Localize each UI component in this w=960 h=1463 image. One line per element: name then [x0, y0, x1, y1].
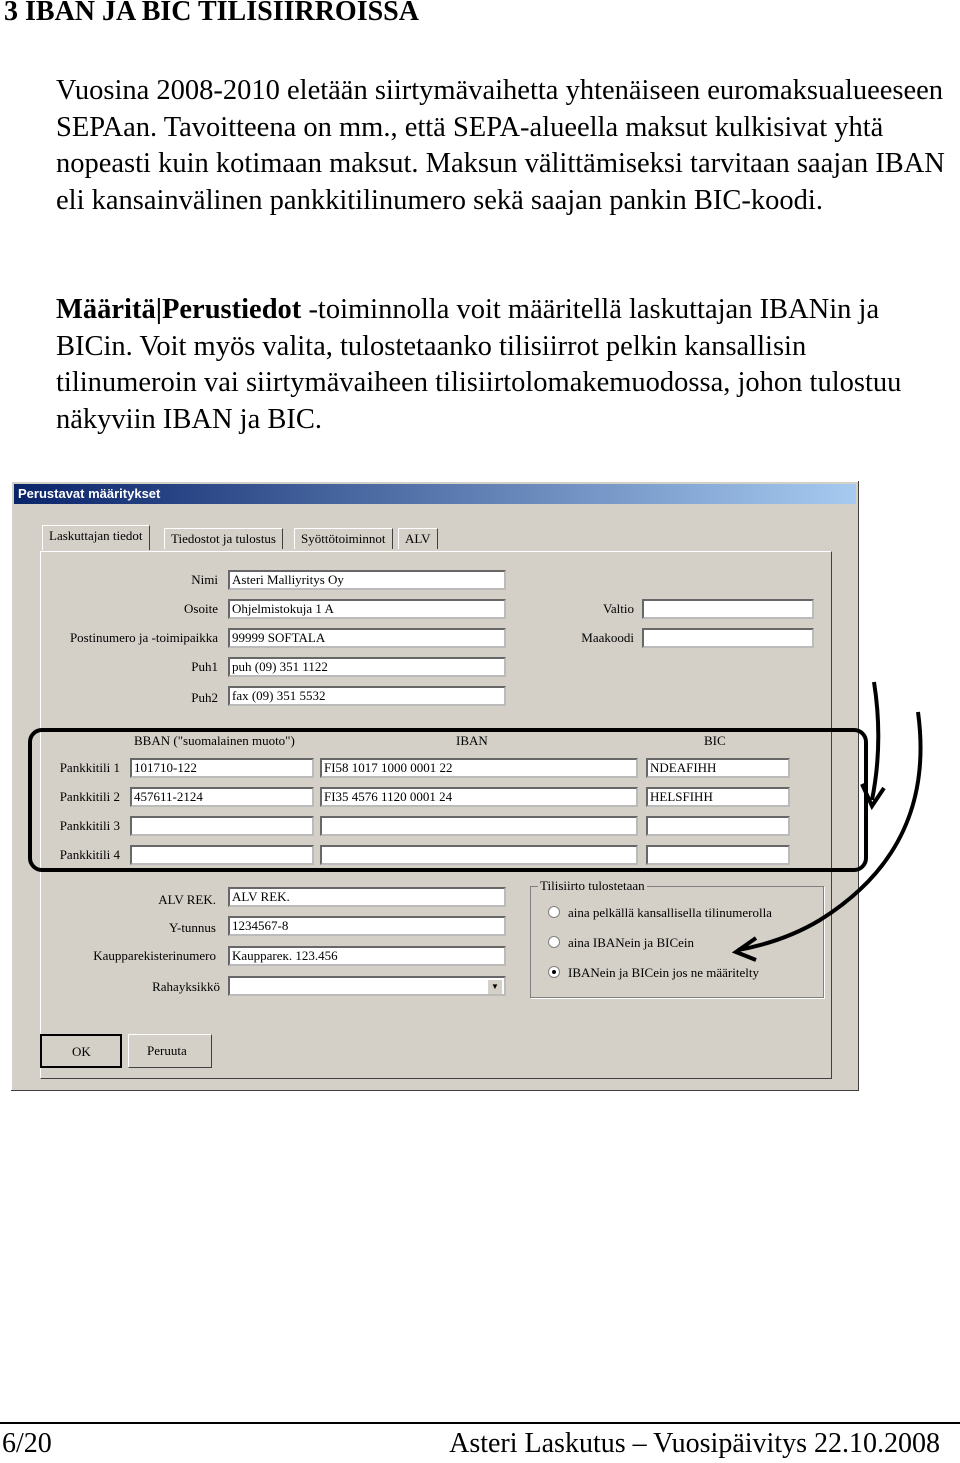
bank-label: Pankkitili 4 — [59, 847, 120, 862]
arrow-to-bank-fields — [872, 682, 878, 800]
footer-page-number: 6/20 — [2, 1428, 52, 1459]
ytunnus-input[interactable]: 1234567-8 — [228, 916, 506, 936]
page-heading: 3 IBAN JA BIC TILISIIRROISSA — [4, 0, 419, 27]
bank-label: Pankkitili 2 — [59, 789, 120, 804]
label-valtio: Valtio — [602, 601, 634, 616]
label-puh1: Puh1 — [191, 659, 218, 674]
bban-input[interactable]: 457611-2124 — [130, 787, 314, 807]
radio-national-only-label: aina pelkällä kansallisella tilinumerolla — [568, 905, 772, 920]
nimi-input[interactable]: Asteri Malliyritys Oy — [228, 570, 506, 590]
label-maakoodi: Maakoodi — [581, 630, 634, 645]
intro-paragraph: Vuosina 2008-2010 eletään siirtymävaihetta yhtenäiseen euromaksualueeseen SEPAan. Tavoitteena on mm., että SEPA-alueella maksut kulkisivat yhtä nopeasti kuin kotimaan maksut. Maksun välittämiseksi tarvitaan saajan IBAN eli kansainvälinen pankkitilinumero sekä saajan pankin BIC-koodi. — [56, 75, 945, 216]
print-option-group-title: Tilisiirto tulostetaan — [540, 878, 645, 893]
puh2-input[interactable]: fax (09) 351 5532 — [228, 686, 506, 706]
bic-input[interactable]: HELSFIHH — [646, 787, 790, 807]
iban-input[interactable]: FI35 4576 1120 0001 24 — [320, 787, 638, 807]
radio-iban-bic-if-defined-label: IBANein ja BICein jos ne määritelty — [568, 965, 759, 980]
alv-input[interactable]: ALV REK. — [228, 887, 506, 907]
label-postinumero: Postinumero ja -toimipaikka — [69, 630, 218, 645]
iban-header: IBAN — [456, 733, 488, 748]
ok-button[interactable]: OK — [40, 1034, 122, 1068]
settings-paragraph-text: -toiminnolla voit määritellä laskuttajan IBANin ja BICin. Voit myös valita, tulostetaanko tilisiirrot pelkin kansallisin tilinumeroin vai siirtymävaiheen tilisiirtolomakemuodossa, johon tulostuu näkyviin IBAN ja BIC. — [56, 294, 902, 435]
footer-title: Asteri Laskutus – Vuosipäivitys 22.10.2008 — [449, 1428, 940, 1459]
label-alv: ALV REK. — [158, 892, 216, 907]
footer-rule — [0, 1422, 960, 1424]
menu-path-bold-1: Määritä — [56, 294, 156, 325]
dialog-titlebar: Perustavat määritykset — [14, 484, 856, 504]
arrow-to-radio — [738, 712, 921, 950]
label-ytunnus: Y-tunnus — [169, 920, 216, 935]
label-puh2: Puh2 — [191, 690, 218, 705]
radio-iban-bic-always-label: aina IBANein ja BICein — [568, 935, 694, 950]
bank-label: Pankkitili 1 — [59, 760, 120, 775]
label-rahayksikko: Rahayksikkö — [152, 979, 220, 994]
label-osoite: Osoite — [184, 601, 218, 616]
iban-input[interactable]: FI58 1017 1000 0001 22 — [320, 758, 638, 778]
label-kaupparekisteri: Kaupparekisterinumero — [93, 948, 216, 963]
settings-paragraph: Määritä|Perustiedot -toiminnolla voit määritellä laskuttajan IBANin ja BICin. Voit myös valita, tulostetaanko tilisiirrot pelkin kansallisin tilinumeroin vai siirtymävaiheen tilisiirtolomakemuodossa, johon tulostuu näkyviin IBAN ja BIC. — [56, 294, 902, 435]
label-nimi: Nimi — [191, 572, 218, 587]
tab-tiedostot-ja-tulostus[interactable]: Tiedostot ja tulostus — [164, 528, 283, 549]
cancel-button[interactable]: Peruuta — [128, 1034, 212, 1068]
chevron-down-icon[interactable]: ▼ — [488, 980, 502, 994]
postinumero-input[interactable]: 99999 SOFTALA — [228, 628, 506, 648]
menu-path-bold-2: Perustiedot — [162, 294, 302, 325]
tab-laskuttajan-tiedot[interactable]: Laskuttajan tiedot — [42, 525, 150, 550]
tab-syottotoiminnot[interactable]: Syöttötoiminnot — [294, 528, 393, 549]
bban-header: BBAN ("suomalainen muoto") — [134, 733, 295, 748]
osoite-input[interactable]: Ohjelmistokuja 1 A — [228, 599, 506, 619]
bic-input[interactable]: NDEAFIHH — [646, 758, 790, 778]
bank-label: Pankkitili 3 — [59, 818, 120, 833]
puh1-input[interactable]: puh (09) 351 1122 — [228, 657, 506, 677]
bban-input[interactable]: 101710-122 — [130, 758, 314, 778]
bic-header: BIC — [704, 733, 726, 748]
kaupparekisteri-input[interactable]: Kauppareк. 123.456 — [228, 946, 506, 966]
tab-alv[interactable]: ALV — [398, 528, 438, 549]
